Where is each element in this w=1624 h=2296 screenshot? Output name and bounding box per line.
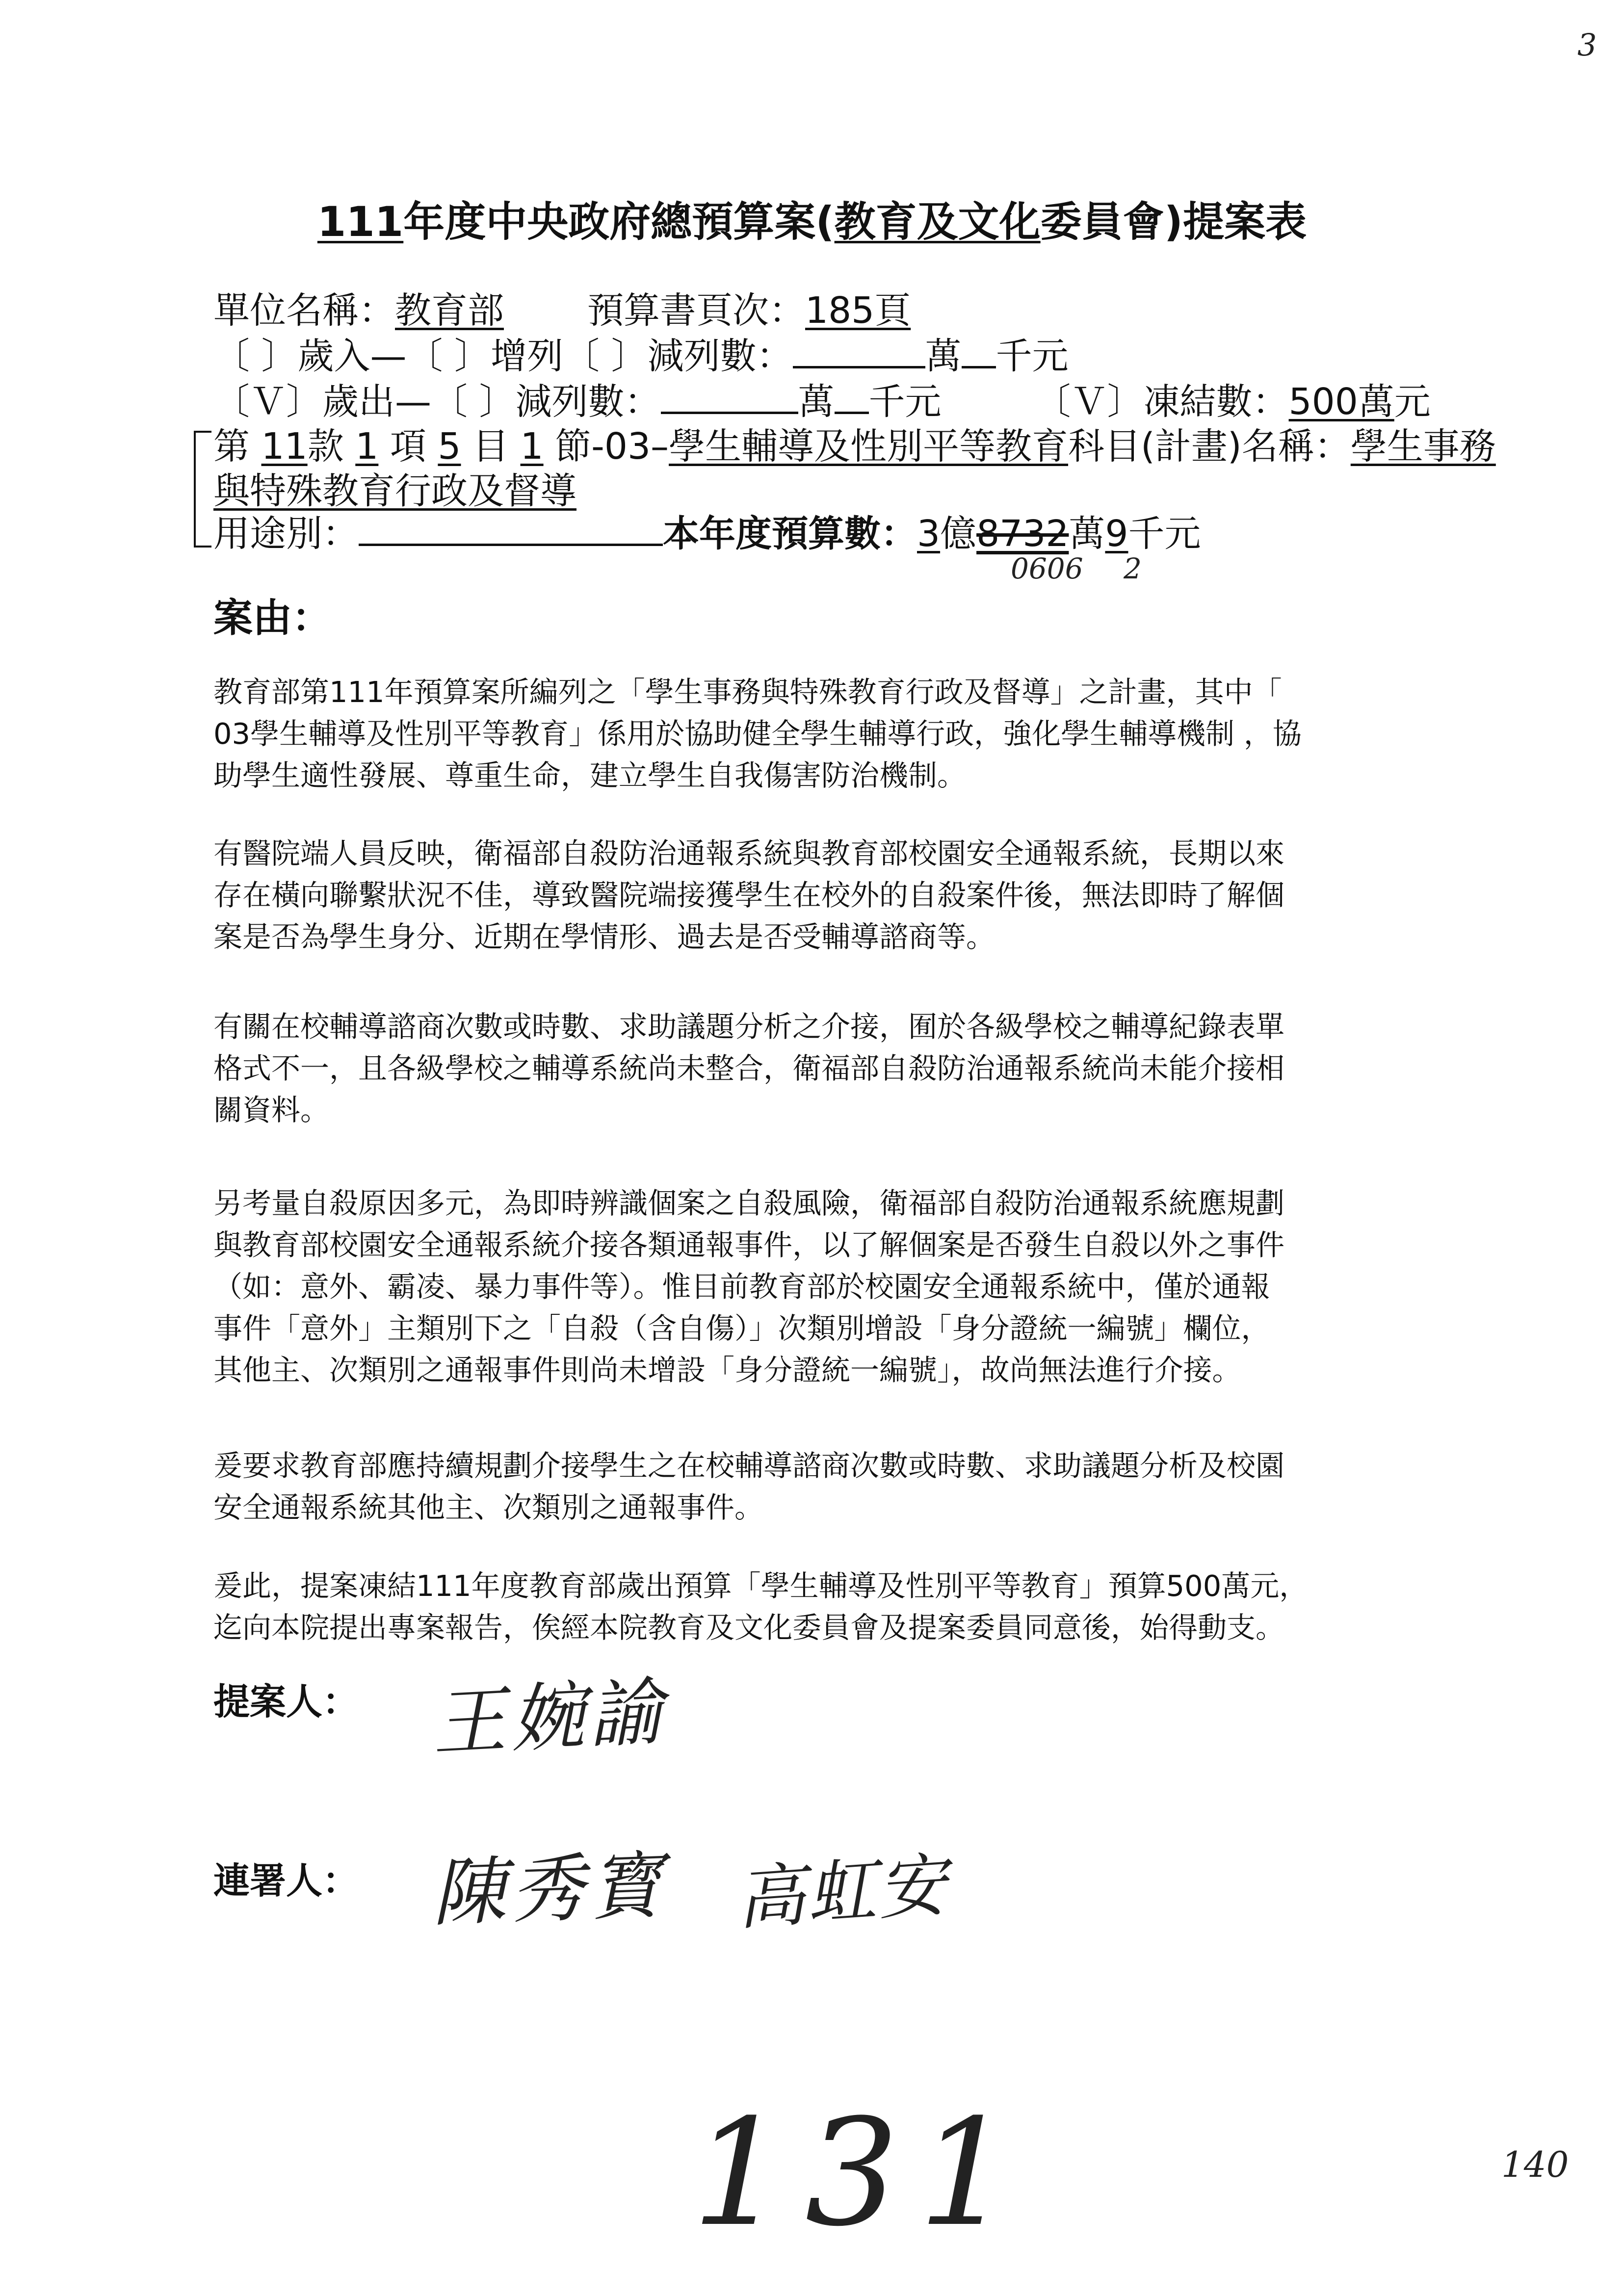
budget-page-value: 185頁 (805, 289, 911, 332)
mu-number: 5 (438, 425, 461, 468)
revenue-wan-blank (793, 337, 925, 368)
title-part2: 委員會)提案表 (1040, 198, 1307, 246)
kuan-number: 11 (261, 425, 308, 468)
budget-amount-label: 本年度預算數： (663, 513, 917, 555)
reason-heading: 案由： (213, 595, 331, 641)
paragraph-line: 與教育部校園安全通報系統介接各類通報事件，以了解個案是否發生自殺以外之事件 (213, 1228, 1285, 1262)
paragraph-line: （如：意外、霸凌、暴力事件等）。惟目前教育部於校園安全通報系統中，僅於通報 (213, 1270, 1270, 1304)
section-di: 第 (213, 425, 250, 468)
program-name: 學生輔導及性別平等教育 (669, 425, 1069, 468)
paragraph-6 (213, 1565, 1455, 1648)
title-committee: 教育及文化 (834, 198, 1041, 246)
paragraph-line: 爰此，提案凍結111年度教育部歲出預算「學生輔導及性別平等教育」預算500萬元， (213, 1569, 1309, 1603)
paragraph-line: 另考量自殺原因多元，為即時辨識個案之自殺風險，衛福部自殺防治通報系統應規劃 (213, 1186, 1285, 1220)
freeze-prefix: 〔Ｖ〕凍結數： (1034, 381, 1289, 423)
proposer-label: 提案人： (213, 1681, 359, 1723)
mu-label: 目 (472, 425, 509, 468)
proposer-signature: 王婉諭 (430, 1669, 670, 1767)
expenditure-wan-blank (661, 382, 798, 414)
xiang-label: 項 (390, 425, 426, 468)
paragraph-line: 格式不一，且各級學校之輔導系統尚未整合，衛福部自殺防治通報系統尚未能介接相 (213, 1051, 1285, 1085)
paragraph-2 (213, 833, 1455, 958)
expenditure-wan: 萬 (798, 381, 835, 423)
paragraph-line: 案是否為學生身分、近期在學情形、過去是否受輔導諮商等。 (213, 920, 995, 954)
paragraph-4 (213, 1182, 1455, 1391)
budget-wan-label: 萬 (1069, 513, 1105, 555)
paragraph-line: 教育部第111年預算案所編列之「學生事務與特殊教育行政及督導」之計畫，其中「 (213, 675, 1282, 709)
expenditure-qian: 千元 (868, 381, 942, 423)
budget-qian-label: 千元 (1128, 513, 1201, 555)
section-row-continued (213, 468, 576, 515)
paragraph-line: 存在橫向聯繫狀況不佳，導致醫院端接獲學生在校外的自殺案件後，無法即時了解個 (213, 878, 1285, 912)
subject-label: 科目(計畫)名稱： (1068, 425, 1351, 468)
cosigner-signature-1: 陳秀寳 (430, 1843, 669, 1937)
usage-row (213, 510, 1201, 557)
budget-yi-label: 億 (940, 513, 977, 555)
revenue-qian-blank (962, 337, 996, 368)
handwritten-correction-wan: 0606 (1011, 552, 1083, 585)
usage-label: 用途別： (213, 513, 359, 555)
paragraph-line: 有醫院端人員反映，衛福部自殺防治通報系統與教育部校園安全通報系統，長期以來 (213, 836, 1285, 870)
revenue-wan: 萬 (925, 335, 962, 377)
paragraph-1 (213, 671, 1455, 796)
expenditure-qian-blank (835, 382, 869, 414)
paragraph-line: 關資料。 (213, 1093, 330, 1127)
paragraph-line: 03學生輔導及性別平等教育」係用於協助健全學生輔導行政，強化學生輔導機制 ，協 (213, 717, 1302, 751)
cosigner-signature-2: 高虹安 (733, 1845, 951, 1940)
unit-value: 教育部 (395, 289, 504, 332)
handwritten-correction-qian: 2 (1124, 552, 1142, 585)
paragraph-line: 有關在校輔導諮商次數或時數、求助議題分析之介接，囿於各級學校之輔導紀錄表單 (213, 1010, 1285, 1044)
freeze-suffix: 元 (1394, 381, 1431, 423)
budget-wan-digits: 8732 (976, 513, 1069, 555)
revenue-prefix: 〔 〕歲入—〔 〕增列〔 〕減列數： (213, 335, 793, 377)
page-number-mark: 140 (1501, 2144, 1569, 2185)
budget-page-label: 預算書頁次： (587, 289, 805, 332)
subject-name-line1: 學生事務 (1350, 425, 1496, 468)
corner-page-mark: 3 (1577, 27, 1597, 63)
budget-qian-digit: 9 (1105, 513, 1128, 555)
revenue-row (213, 333, 1069, 380)
kuan-label: 款 (307, 425, 344, 468)
revenue-qian: 千元 (995, 335, 1069, 377)
section-bracket (194, 431, 211, 548)
section-row (213, 423, 1496, 470)
jie-label: 節-03– (555, 425, 669, 468)
jie-number: 1 (520, 425, 544, 468)
unit-row (213, 287, 911, 334)
paragraph-line: 爰要求教育部應持續規劃介接學生之在校輔導諮商次數或時數、求助議題分析及校園 (213, 1449, 1285, 1483)
usage-blank (359, 514, 663, 546)
freeze-value: 500萬 (1288, 381, 1394, 423)
handwritten-number: 131 (692, 2087, 1032, 2259)
title-year: 111 (317, 198, 404, 246)
title-part1: 年度中央政府總預算案( (403, 198, 835, 246)
cosigner-label: 連署人： (213, 1860, 359, 1902)
paragraph-line: 事件「意外」主類別下之「自殺（含自傷）」次類別增設「身分證統一編號」欄位， (213, 1311, 1270, 1345)
expenditure-row (213, 378, 1431, 425)
paragraph-line: 迄向本院提出專案報告，俟經本院教育及文化委員會及提案委員同意後，始得動支。 (213, 1611, 1285, 1644)
paragraph-line: 其他主、次類別之通報事件則尚未增設「身分證統一編號」，故尚無法進行介接。 (213, 1353, 1241, 1387)
expenditure-prefix: 〔Ｖ〕歲出—〔 〕減列數： (213, 381, 661, 423)
paragraph-line: 助學生適性發展、尊重生命，建立學生自我傷害防治機制。 (213, 758, 967, 792)
unit-label: 單位名稱： (213, 289, 395, 332)
subject-name-line2: 與特殊教育行政及督導 (213, 470, 576, 512)
budget-yi-digit: 3 (917, 513, 941, 555)
page-title (0, 189, 1624, 248)
paragraph-line: 安全通報系統其他主、次類別之通報事件。 (213, 1490, 764, 1524)
paragraph-5 (213, 1445, 1455, 1528)
paragraph-3 (213, 1006, 1455, 1131)
xiang-number: 1 (355, 425, 379, 468)
